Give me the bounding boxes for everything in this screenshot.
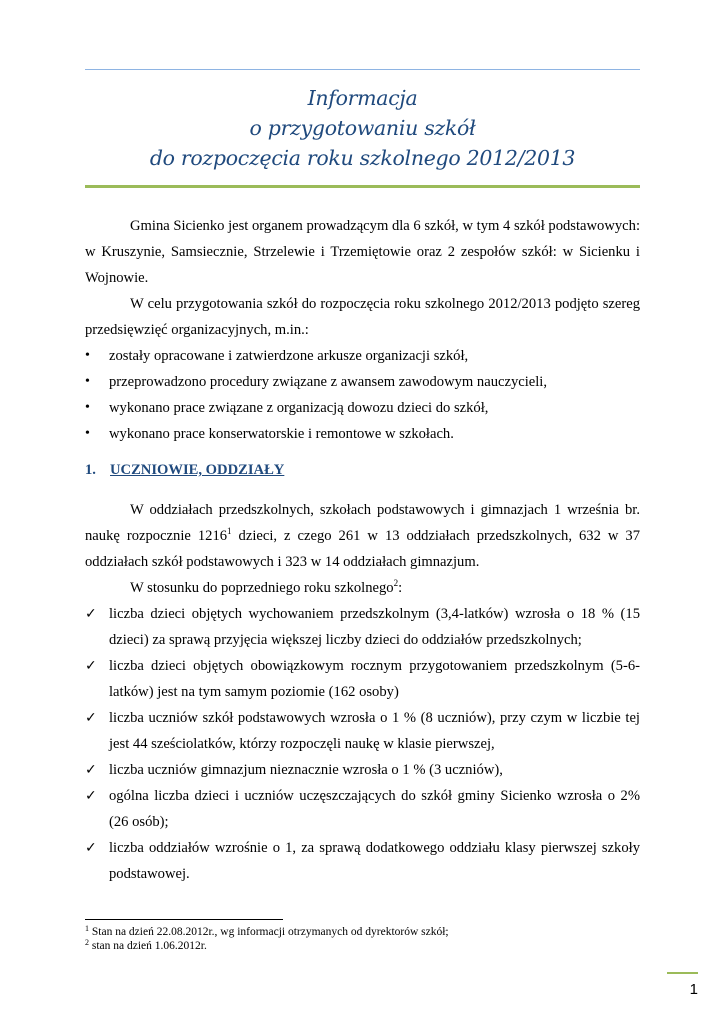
document-body xyxy=(85,213,640,887)
checkmark-list-item: ✓ liczba oddziałów wzrośnie o 1, za sprawą dodatkowego oddziału klasy pierwszej szkoły podstawowej. xyxy=(85,835,640,887)
paragraph-text: dzieci, z czego 261 w 13 oddziałach przedszkolnych, 632 w 37 oddziałach szkół podstawowych i 323 w 14 oddziałach gimnazjum. xyxy=(85,528,641,570)
checkmark-list-item: ✓ liczba dzieci objętych wychowaniem przedszkolnym (3,4-latków) wzrosła o 18 % (15 dzieci) za sprawą przyjęcia większej liczby dzieci do oddziałów przedszkolnych; xyxy=(85,601,640,653)
section-title: UCZNIOWIE, ODDZIAŁY xyxy=(110,462,285,478)
section-heading xyxy=(85,457,640,483)
title-underline-rule xyxy=(85,185,640,188)
list-item: • zostały opracowane i zatwierdzone arkusze organizacji szkół, xyxy=(85,343,640,369)
checkmark-list-item: ✓ liczba uczniów szkół podstawowych wzrosła o 1 % (8 uczniów), przy czym w liczbie tej jest 44 sześciolatków, którzy rozpoczęli naukę w klasie pierwszej, xyxy=(85,705,640,757)
page-number: 1 xyxy=(689,981,698,998)
section-paragraph-2 xyxy=(85,575,640,601)
footnote-ref-2: 2 xyxy=(393,578,399,588)
section-paragraph-1 xyxy=(85,497,640,575)
list-item: • przeprowadzono procedury związane z awansem zawodowym nauczycieli, xyxy=(85,369,640,395)
footnote-text: stan na dzień 1.06.2012r. xyxy=(89,940,207,952)
list-item: • wykonano prace związane z organizacją dowozu dzieci do szkół, xyxy=(85,395,640,421)
checkmark-list-item: ✓ ogólna liczba dzieci i uczniów uczęszczających do szkół gminy Sicienko wzrosła o 2% (26 osób); xyxy=(85,783,640,835)
footnotes xyxy=(85,925,640,953)
paragraph-text: : xyxy=(398,580,403,596)
footnote-2 xyxy=(85,939,640,953)
paragraph-text: W stosunku do poprzedniego roku szkolnego xyxy=(130,580,394,596)
list-item: • wykonano prace konserwatorskie i remontowe w szkołach. xyxy=(85,421,640,447)
title-line-2: o przygotowaniu szkół xyxy=(249,116,476,140)
footnote-text: Stan na dzień 22.08.2012r., wg informacji otrzymanych od dyrektorów szkół; xyxy=(89,926,449,938)
page-number-rule xyxy=(667,972,698,974)
title-line-3: do rozpoczęcia roku szkolnego 2012/2013 xyxy=(149,146,576,170)
intro-paragraph-2: W celu przygotowania szkół do rozpoczęcia roku szkolnego 2012/2013 podjęto szereg przedsięwzięć organizacyjnych, m.in.: xyxy=(85,296,640,338)
footnote-mark: 2 xyxy=(85,938,89,947)
checkmark-list-item: ✓ liczba uczniów gimnazjum nieznacznie wzrosła o 1 % (3 uczniów), xyxy=(85,757,640,783)
paragraph-text: W oddziałach przedszkolnych, szkołach podstawowych i gimnazjach 1 września br. naukę rozpocznie 1216 xyxy=(85,502,640,544)
footnote-mark: 1 xyxy=(85,924,89,933)
footnote-separator xyxy=(85,919,283,920)
footnote-ref-1: 1 xyxy=(227,526,232,536)
title-line-1: Informacja xyxy=(307,86,418,110)
document-title xyxy=(85,83,640,173)
section-number: 1. xyxy=(85,462,96,478)
intro-paragraph-1: Gmina Sicienko jest organem prowadzącym dla 6 szkół, w tym 4 szkół podstawowych: w Kruszynie, Samsiecznie, Strzelewie i Trzemiętowie oraz 2 zespołów szkół: w Sicienku i Wojnowie. xyxy=(85,218,641,286)
intro-bullet-list xyxy=(85,343,640,447)
checkmark-list xyxy=(85,601,640,887)
header-rule xyxy=(85,69,640,70)
checkmark-list-item: ✓ liczba dzieci objętych obowiązkowym rocznym przygotowaniem przedszkolnym (5-6-latków) jest na tym samym poziomie (162 osoby) xyxy=(85,653,640,705)
footnote-1 xyxy=(85,925,640,939)
